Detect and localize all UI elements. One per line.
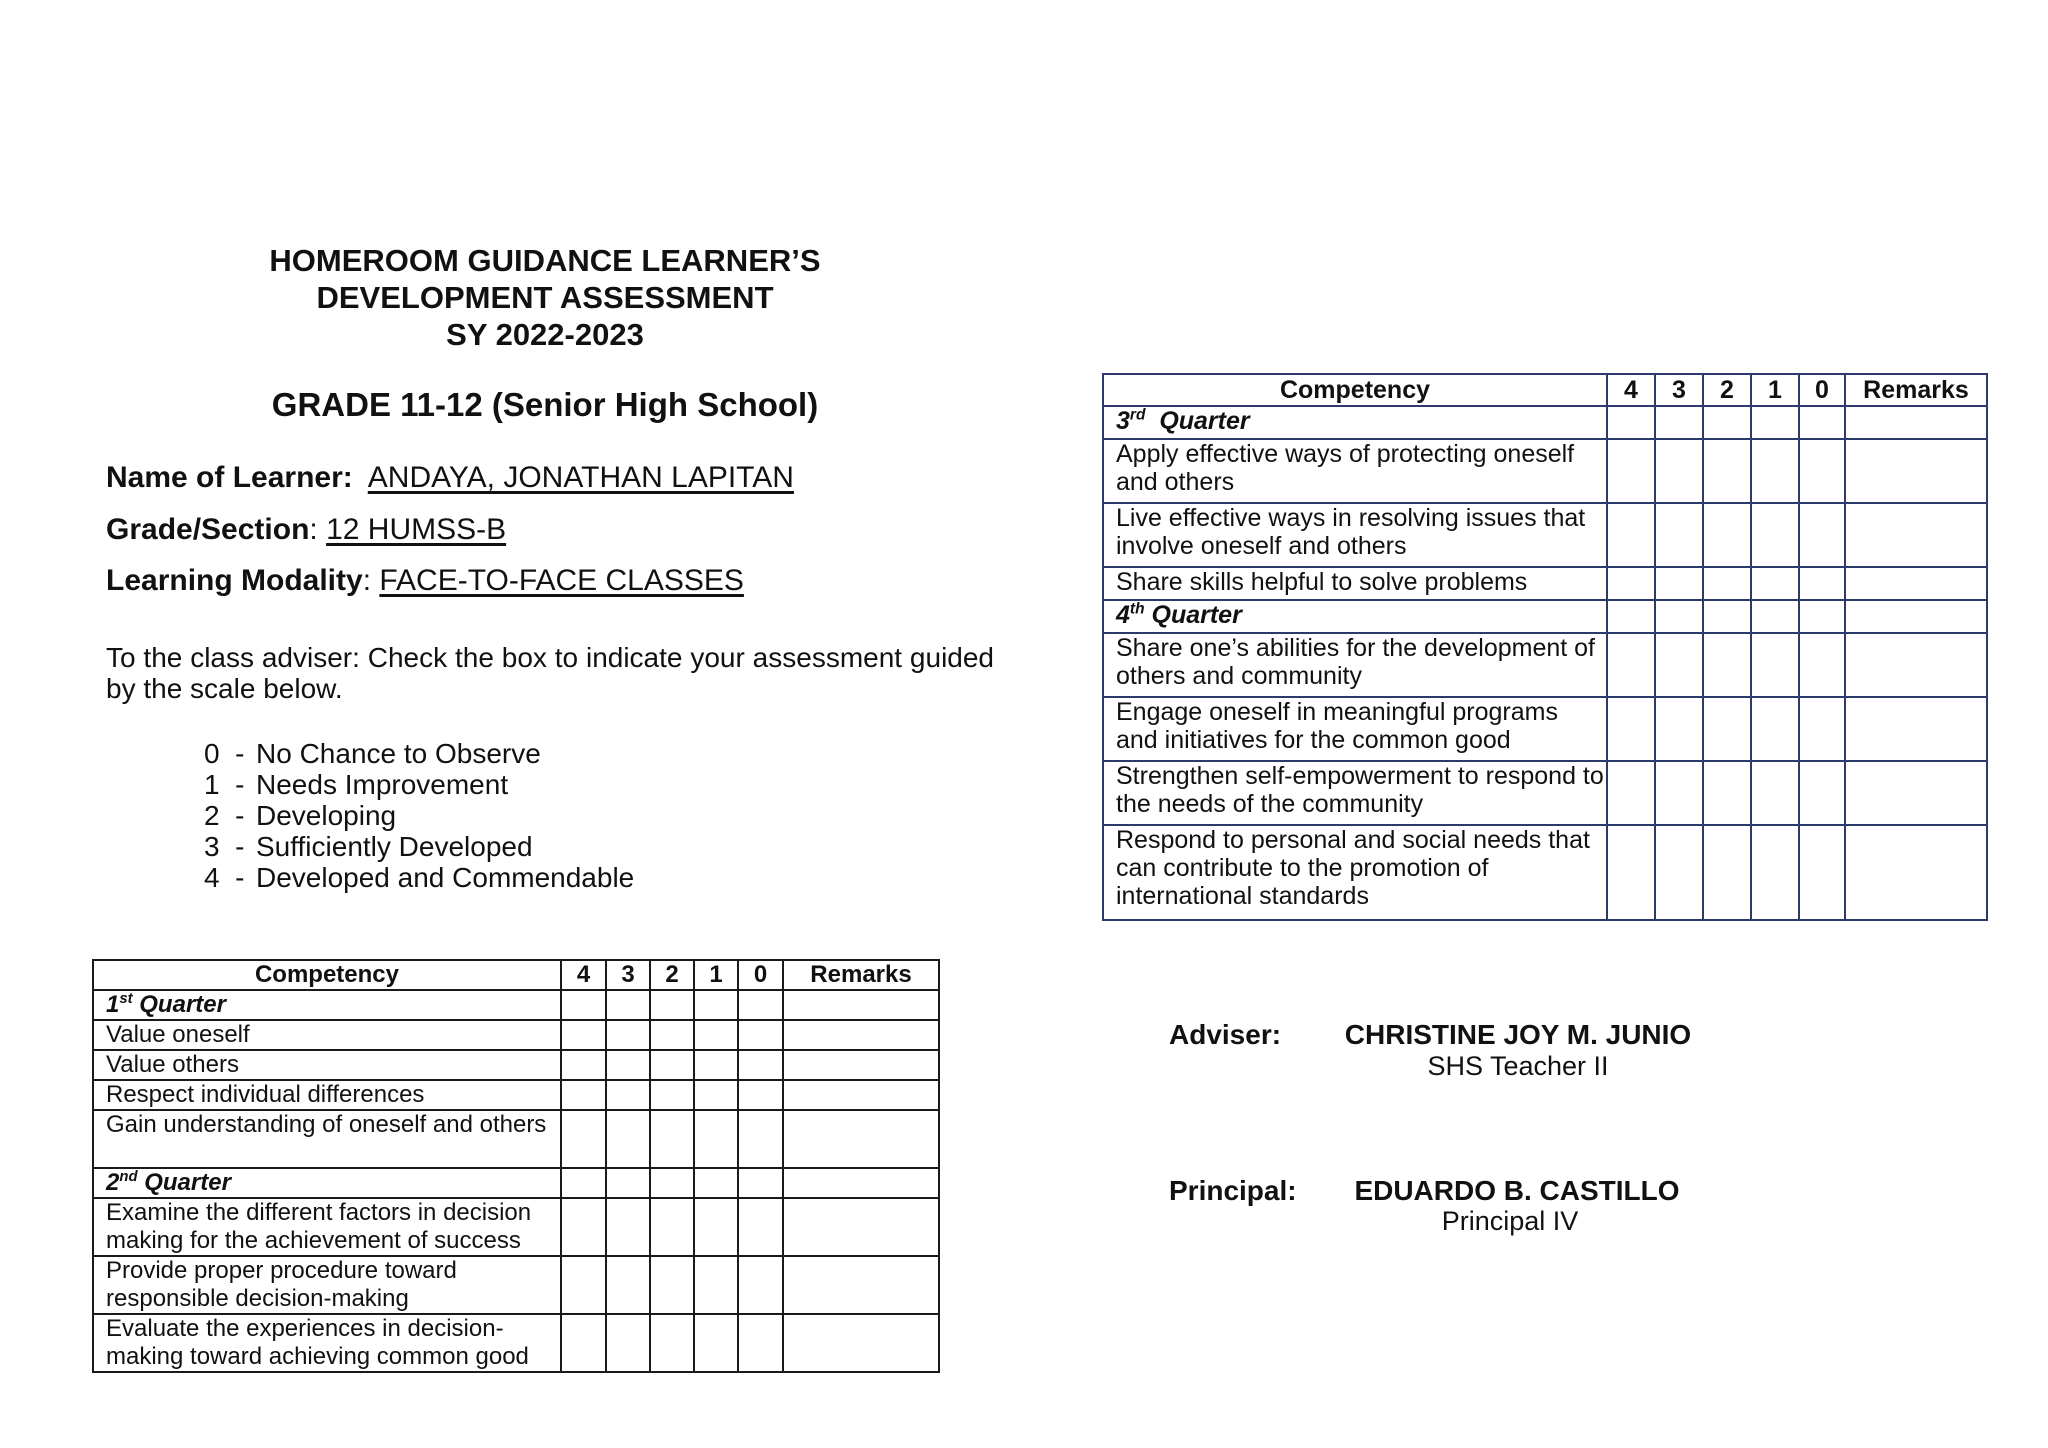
- quarter-label-q4: 4th Quarter: [1103, 600, 1607, 633]
- rating-checkbox[interactable]: [738, 1110, 783, 1168]
- header-competency: Competency: [93, 960, 561, 990]
- header-rating-4: 4: [561, 960, 606, 990]
- rating-checkbox[interactable]: [561, 1080, 606, 1110]
- competency-text: Gain understanding of oneself and others: [93, 1110, 561, 1168]
- rating-checkbox[interactable]: [1703, 633, 1751, 697]
- rating-checkbox[interactable]: [561, 1110, 606, 1168]
- rating-checkbox[interactable]: [1655, 439, 1703, 503]
- rating-checkbox[interactable]: [561, 1020, 606, 1050]
- adviser-name: CHRISTINE JOY M. JUNIO: [1344, 1019, 1692, 1050]
- rating-checkbox[interactable]: [1607, 761, 1655, 825]
- rating-scale: [204, 738, 634, 893]
- rating-checkbox[interactable]: [1607, 503, 1655, 567]
- rating-checkbox[interactable]: [1655, 825, 1703, 920]
- grade-section-separator: :: [309, 513, 318, 546]
- table-row: [1103, 761, 1987, 825]
- learner-name-label: Name of Learner:: [106, 461, 353, 494]
- quarter-label-q3: 3rd Quarter: [1103, 406, 1607, 439]
- rating-checkbox[interactable]: [1703, 825, 1751, 920]
- header-rating-3: 3: [1655, 374, 1703, 406]
- table-row: [1103, 697, 1987, 761]
- competency-text: Engage oneself in meaningful programs and initiatives for the common good: [1103, 697, 1607, 761]
- remarks-input[interactable]: [783, 1256, 939, 1314]
- rating-checkbox[interactable]: [1607, 697, 1655, 761]
- remarks-input[interactable]: [783, 1314, 939, 1372]
- rating-checkbox[interactable]: [650, 1050, 694, 1080]
- learning-modality-label: Learning Modality: [106, 564, 363, 597]
- table-header-row: [93, 960, 939, 990]
- learning-modality-value: FACE-TO-FACE CLASSES: [379, 564, 744, 597]
- rating-checkbox[interactable]: [1607, 825, 1655, 920]
- rating-checkbox[interactable]: [650, 1080, 694, 1110]
- rating-checkbox[interactable]: [1751, 761, 1799, 825]
- principal-title: Principal IV: [1441, 1206, 1579, 1236]
- rating-checkbox[interactable]: [1751, 633, 1799, 697]
- learning-modality-separator: :: [362, 564, 372, 597]
- header-remarks: Remarks: [1845, 374, 1987, 406]
- rating-checkbox[interactable]: [606, 1020, 650, 1050]
- competency-text: Examine the different factors in decision making for the achievement of success: [93, 1198, 561, 1256]
- rating-checkbox[interactable]: [694, 1110, 738, 1168]
- rating-cell: [738, 990, 783, 1020]
- remarks-cell: [783, 1168, 939, 1198]
- header-rating-2: 2: [1703, 374, 1751, 406]
- remarks-cell: [1845, 600, 1987, 633]
- competency-text: Provide proper procedure toward responsible decision-making: [93, 1256, 561, 1314]
- rating-checkbox[interactable]: [1751, 825, 1799, 920]
- adviser-label: Adviser:: [1169, 1019, 1282, 1050]
- rating-checkbox[interactable]: [1799, 697, 1845, 761]
- rating-checkbox[interactable]: [1799, 503, 1845, 567]
- header-rating-2: 2: [650, 960, 694, 990]
- competency-text: Share one’s abilities for the development of others and community: [1103, 633, 1607, 697]
- rating-checkbox[interactable]: [606, 1314, 650, 1372]
- quarter-label-q2: 2nd Quarter: [93, 1168, 561, 1198]
- header-rating-0: 0: [738, 960, 783, 990]
- rating-checkbox[interactable]: [561, 1256, 606, 1314]
- rating-checkbox[interactable]: [1799, 825, 1845, 920]
- rating-cell: [1607, 406, 1655, 439]
- quarter-row: [93, 990, 939, 1020]
- grade-section-label: Grade/Section: [106, 513, 310, 546]
- rating-checkbox[interactable]: [738, 1256, 783, 1314]
- rating-checkbox[interactable]: [650, 1020, 694, 1050]
- rating-checkbox[interactable]: [694, 1020, 738, 1050]
- remarks-input[interactable]: [783, 1080, 939, 1110]
- rating-checkbox[interactable]: [1751, 439, 1799, 503]
- rating-cell: [1607, 600, 1655, 633]
- table-row: [93, 1080, 939, 1110]
- competency-table-q3-q4: [1102, 373, 1988, 921]
- rating-checkbox[interactable]: [1655, 633, 1703, 697]
- document-title: [150, 242, 940, 353]
- rating-checkbox[interactable]: [1655, 761, 1703, 825]
- grade-section-row: [106, 513, 506, 547]
- rating-checkbox[interactable]: [561, 1050, 606, 1080]
- rating-checkbox[interactable]: [650, 1110, 694, 1168]
- rating-cell: [694, 1168, 738, 1198]
- rating-checkbox[interactable]: [606, 1198, 650, 1256]
- rating-cell: [561, 990, 606, 1020]
- title-line-2: DEVELOPMENT ASSESSMENT: [316, 280, 774, 315]
- rating-cell: [650, 990, 694, 1020]
- quarter-row: [1103, 600, 1987, 633]
- scale-item: 0 - No Chance to Observe: [204, 738, 541, 769]
- header-rating-0: 0: [1799, 374, 1845, 406]
- remarks-input[interactable]: [783, 1198, 939, 1256]
- rating-checkbox[interactable]: [694, 1050, 738, 1080]
- remarks-input[interactable]: [1845, 439, 1987, 503]
- learner-name-value: ANDAYA, JONATHAN LAPITAN: [367, 461, 794, 494]
- table-row: [93, 1110, 939, 1168]
- rating-checkbox[interactable]: [1799, 567, 1845, 600]
- table-row: [93, 1314, 939, 1372]
- scale-item: 1 - Needs Improvement: [204, 769, 509, 800]
- remarks-input[interactable]: [783, 1020, 939, 1050]
- scale-item: 3 - Sufficiently Developed: [204, 831, 533, 862]
- remarks-input[interactable]: [1845, 503, 1987, 567]
- rating-checkbox[interactable]: [1655, 567, 1703, 600]
- rating-checkbox[interactable]: [1703, 439, 1751, 503]
- table-row: [93, 1198, 939, 1256]
- rating-checkbox[interactable]: [694, 1080, 738, 1110]
- rating-checkbox[interactable]: [1799, 439, 1845, 503]
- rating-checkbox[interactable]: [650, 1256, 694, 1314]
- rating-cell: [1655, 406, 1703, 439]
- competency-text: Share skills helpful to solve problems: [1103, 567, 1607, 600]
- rating-checkbox[interactable]: [1655, 503, 1703, 567]
- principal-name: EDUARDO B. CASTILLO: [1354, 1175, 1680, 1206]
- rating-cell: [561, 1168, 606, 1198]
- rating-checkbox[interactable]: [1751, 567, 1799, 600]
- remarks-cell: [783, 990, 939, 1020]
- rating-checkbox[interactable]: [738, 1198, 783, 1256]
- table-row: [93, 1256, 939, 1314]
- rating-checkbox[interactable]: [1703, 503, 1751, 567]
- table-row: [93, 1050, 939, 1080]
- header-remarks: Remarks: [783, 960, 939, 990]
- rating-checkbox[interactable]: [1751, 503, 1799, 567]
- title-line-1: HOMEROOM GUIDANCE LEARNER’S: [269, 243, 821, 278]
- rating-cell: [694, 990, 738, 1020]
- rating-checkbox[interactable]: [1607, 633, 1655, 697]
- quarter-row: [93, 1168, 939, 1198]
- competency-text: Value others: [93, 1050, 561, 1080]
- rating-checkbox[interactable]: [1799, 633, 1845, 697]
- rating-checkbox[interactable]: [1655, 697, 1703, 761]
- table-row: [1103, 633, 1987, 697]
- rating-cell: [1751, 406, 1799, 439]
- scale-item: 4 - Developed and Commendable: [204, 862, 635, 893]
- remarks-input[interactable]: [783, 1050, 939, 1080]
- table-row: [1103, 825, 1987, 920]
- rating-cell: [1703, 406, 1751, 439]
- table-row: [93, 1020, 939, 1050]
- table-row: [1103, 503, 1987, 567]
- rating-cell: [1799, 406, 1845, 439]
- rating-cell: [1703, 600, 1751, 633]
- competency-text: Live effective ways in resolving issues that involve oneself and others: [1103, 503, 1607, 567]
- rating-checkbox[interactable]: [1703, 761, 1751, 825]
- rating-checkbox[interactable]: [1607, 567, 1655, 600]
- learner-name-row: [106, 461, 794, 495]
- rating-cell: [738, 1168, 783, 1198]
- title-line-3: SY 2022-2023: [446, 317, 644, 352]
- table-row: [1103, 567, 1987, 600]
- rating-cell: [606, 1168, 650, 1198]
- rating-cell: [1751, 600, 1799, 633]
- grade-section-value: 12 HUMSS-B: [326, 513, 507, 546]
- header-rating-1: 1: [1751, 374, 1799, 406]
- remarks-input[interactable]: [783, 1110, 939, 1168]
- rating-checkbox[interactable]: [694, 1314, 738, 1372]
- grade-level-heading: GRADE 11-12 (Senior High School): [271, 386, 819, 423]
- rating-checkbox[interactable]: [1751, 697, 1799, 761]
- remarks-input[interactable]: [1845, 633, 1987, 697]
- competency-text: Evaluate the experiences in decision-making toward achieving common good: [93, 1314, 561, 1372]
- quarter-label-q1: 1st Quarter: [93, 990, 561, 1020]
- rating-checkbox[interactable]: [1703, 697, 1751, 761]
- rating-checkbox[interactable]: [606, 1110, 650, 1168]
- rating-checkbox[interactable]: [561, 1314, 606, 1372]
- instructions: To the class adviser: Check the box to indicate your assessment guided by the scale below.: [106, 642, 994, 704]
- header-rating-4: 4: [1607, 374, 1655, 406]
- rating-checkbox[interactable]: [1607, 439, 1655, 503]
- remarks-input[interactable]: [1845, 567, 1987, 600]
- rating-checkbox[interactable]: [1799, 761, 1845, 825]
- remarks-input[interactable]: [1845, 761, 1987, 825]
- rating-checkbox[interactable]: [606, 1050, 650, 1080]
- learning-modality-row: [106, 564, 744, 598]
- rating-cell: [1655, 600, 1703, 633]
- competency-text: Respond to personal and social needs that can contribute to the promotion of international standards: [1103, 825, 1607, 920]
- rating-cell: [650, 1168, 694, 1198]
- rating-checkbox[interactable]: [561, 1198, 606, 1256]
- table-row: [1103, 439, 1987, 503]
- remarks-cell: [1845, 406, 1987, 439]
- header-rating-3: 3: [606, 960, 650, 990]
- rating-checkbox[interactable]: [650, 1314, 694, 1372]
- competency-text: Strengthen self-empowerment to respond to the needs of the community: [1103, 761, 1607, 825]
- adviser-title: SHS Teacher II: [1427, 1051, 1609, 1081]
- rating-checkbox[interactable]: [606, 1256, 650, 1314]
- table-header-row: [1103, 374, 1987, 406]
- rating-checkbox[interactable]: [1703, 567, 1751, 600]
- rating-checkbox[interactable]: [738, 1020, 783, 1050]
- scale-item: 2 - Developing: [204, 800, 397, 831]
- rating-cell: [606, 990, 650, 1020]
- rating-checkbox[interactable]: [738, 1314, 783, 1372]
- rating-checkbox[interactable]: [738, 1050, 783, 1080]
- rating-cell: [1799, 600, 1845, 633]
- remarks-input[interactable]: [1845, 825, 1987, 920]
- quarter-row: [1103, 406, 1987, 439]
- rating-checkbox[interactable]: [738, 1080, 783, 1110]
- rating-checkbox[interactable]: [694, 1198, 738, 1256]
- rating-checkbox[interactable]: [606, 1080, 650, 1110]
- remarks-input[interactable]: [1845, 697, 1987, 761]
- header-competency: Competency: [1103, 374, 1607, 406]
- rating-checkbox[interactable]: [694, 1256, 738, 1314]
- competency-text: Value oneself: [93, 1020, 561, 1050]
- competency-text: Respect individual differences: [93, 1080, 561, 1110]
- header-rating-1: 1: [694, 960, 738, 990]
- competency-text: Apply effective ways of protecting oneself and others: [1103, 439, 1607, 503]
- rating-checkbox[interactable]: [650, 1198, 694, 1256]
- competency-table-q1-q2: [92, 959, 940, 1373]
- principal-label: Principal:: [1169, 1175, 1297, 1206]
